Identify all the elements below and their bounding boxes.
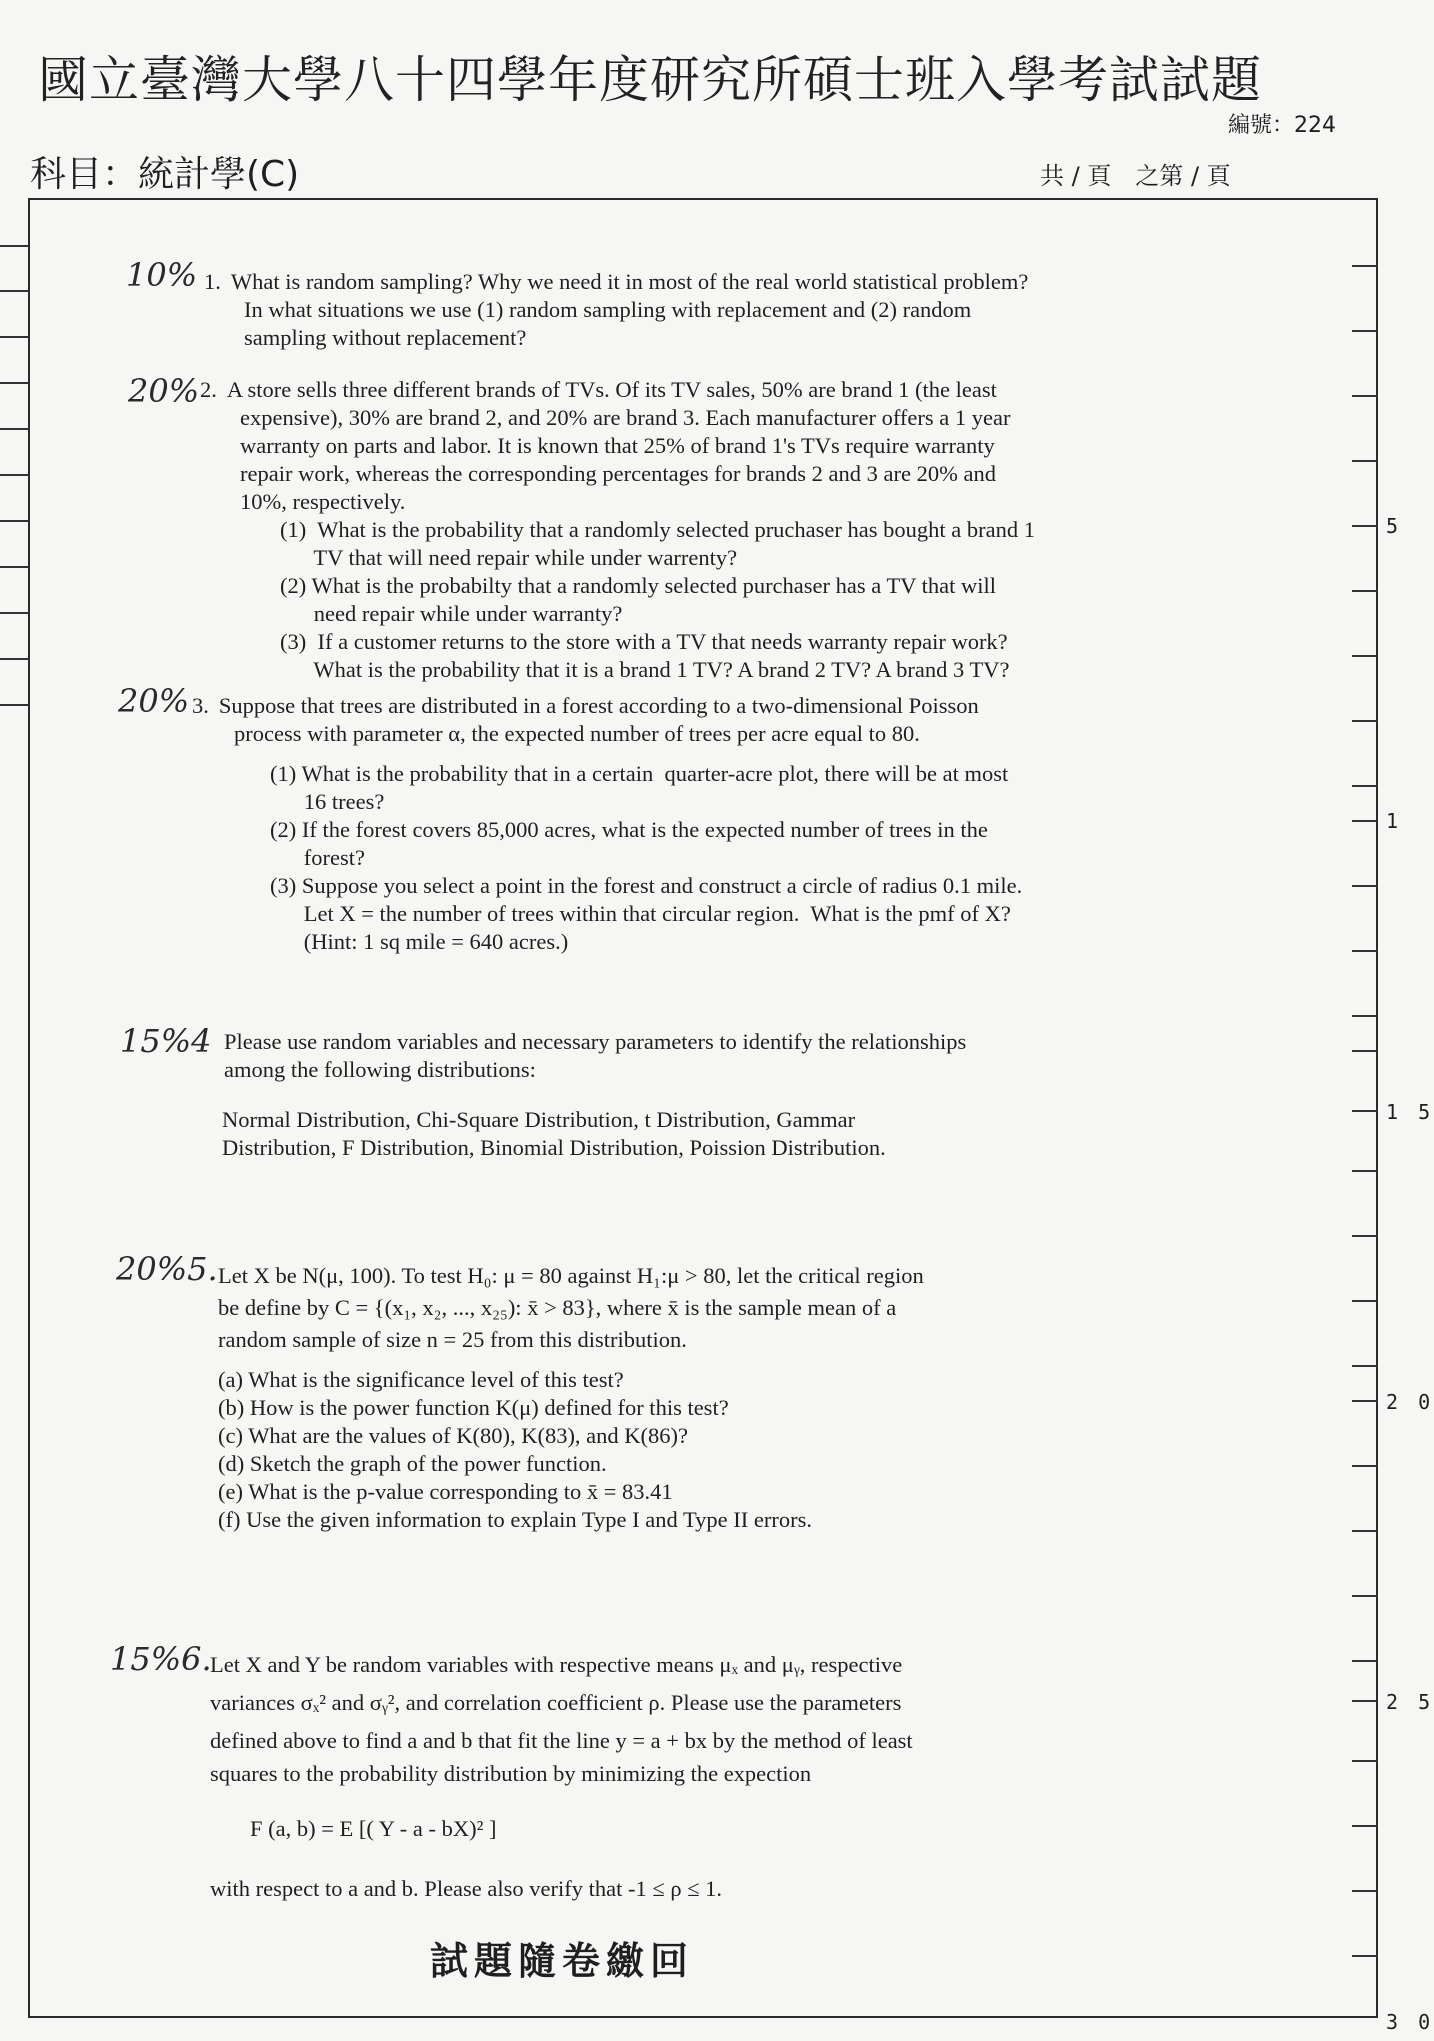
sub-question: (e) What is the p-value corresponding to x̄ = 83.41	[218, 1479, 673, 1504]
question-1	[204, 268, 1028, 352]
question-line: with respect to a and b. Please also verify that -1 ≤ ρ ≤ 1.	[210, 1876, 723, 1901]
question-number: 2.	[200, 377, 217, 402]
exam-code: 編號：224	[1228, 113, 1336, 138]
sub-question: (1) What is the probability that a randomly selected pruchaser has bought a brand 1	[280, 517, 1035, 542]
subject-label: 科目：統計學(C)	[30, 154, 300, 195]
distribution-list: Normal Distribution, Chi-Square Distribution, t Distribution, Gammar	[222, 1107, 856, 1132]
question-line: random sample of size n = 25 from this distribution.	[218, 1327, 687, 1352]
sub-question: (3) Suppose you select a point in the forest and construct a circle of radius 0.1 mile.	[270, 873, 1023, 898]
score-mark: 15%4	[120, 1022, 212, 1060]
distribution-list: Distribution, F Distribution, Binomial Distribution, Poission Distribution.	[222, 1135, 886, 1160]
question-4	[224, 1028, 966, 1162]
question-line: sampling without replacement?	[244, 325, 527, 350]
sub-question: Let X = the number of trees within that circular region. What is the pmf of X?	[270, 901, 1011, 926]
margin-number: 3 0	[1386, 2010, 1434, 2034]
score-mark: 10%	[126, 256, 198, 294]
least-squares-formula: F (a, b) = E [( Y - a - bX)² ]	[250, 1816, 497, 1841]
question-line: expensive), 30% are brand 2, and 20% are brand 3. Each manufacturer offers a 1 year	[240, 405, 1011, 430]
margin-number: 1	[1386, 809, 1403, 833]
score-mark: 20%	[128, 372, 200, 410]
question-number: 1.	[204, 269, 221, 294]
exam-title: 國立臺灣大學八十四學年度研究所碩士班入學考試試題	[38, 51, 1262, 109]
question-line: Let X and Y be random variables with respective means μₓ and μᵧ, respective	[210, 1652, 903, 1677]
question-line: Suppose that trees are distributed in a forest according to a two-dimensional Poisson	[218, 693, 979, 718]
question-line: squares to the probability distribution by minimizing the expection	[210, 1761, 812, 1786]
page-info: 共 / 頁 之第 ∕ 頁	[1040, 162, 1231, 190]
question-line: Let X be N(μ, 100). To test H₀: μ = 80 against H₁:μ > 80, let the critical region	[218, 1263, 924, 1288]
question-line: process with parameter α, the expected number of trees per acre equal to 80.	[234, 721, 920, 746]
question-line: repair work, whereas the corresponding percentages for brands 2 and 3 are 20% and	[240, 461, 996, 486]
question-line: Please use random variables and necessary parameters to identify the relationships	[224, 1029, 967, 1054]
question-line: warranty on parts and labor. It is known that 25% of brand 1's TVs require warranty	[240, 433, 995, 458]
sub-question: (b) How is the power function K(μ) defined for this test?	[218, 1395, 729, 1420]
score-mark: 15%6.	[110, 1640, 212, 1678]
sub-question: forest?	[270, 845, 365, 870]
sub-question: need repair while under warranty?	[280, 601, 623, 626]
question-line: In what situations we use (1) random sampling with replacement and (2) random	[244, 297, 972, 322]
sub-question: (2) What is the probabilty that a randomly selected purchaser has a TV that will	[280, 573, 997, 598]
question-line: 10%, respectively.	[240, 489, 406, 514]
sub-question: (a) What is the significance level of this test?	[218, 1367, 624, 1392]
sub-question: (d) Sketch the graph of the power function.	[218, 1451, 607, 1476]
margin-number: 5	[1386, 514, 1403, 538]
sub-question: TV that will need repair while under warrenty?	[280, 545, 738, 570]
sub-question: What is the probability that it is a brand 1 TV? A brand 2 TV? A brand 3 TV?	[280, 657, 1010, 682]
sub-question: (f) Use the given information to explain Type I and Type II errors.	[218, 1507, 812, 1532]
question-6	[210, 1646, 913, 1908]
question-number: 3.	[192, 693, 209, 718]
question-line: What is random sampling? Why we need it in most of the real world statistical problem?	[230, 269, 1029, 294]
sub-question: (1) What is the probability that in a certain quarter-acre plot, there will be at most	[270, 761, 1009, 786]
margin-number: 2 5	[1386, 1690, 1434, 1714]
question-line: be define by C = {(x₁, x₂, ..., x₂₅): x̄ > 83}, where x̄ is the sample mean of a	[218, 1295, 897, 1320]
question-line: A store sells three different brands of TVs. Of its TV sales, 50% are brand 1 (the least	[226, 377, 997, 402]
question-line: defined above to find a and b that fit the line y = a + bx by the method of least	[210, 1728, 913, 1753]
question-line: among the following distributions:	[224, 1057, 536, 1082]
question-3	[192, 692, 1022, 956]
margin-number: 2 0	[1386, 1390, 1434, 1414]
margin-number: 1 5	[1386, 1100, 1434, 1124]
score-mark: 20%	[118, 682, 190, 720]
sub-question: 16 trees?	[270, 789, 385, 814]
score-mark: 20%5.	[116, 1250, 218, 1288]
sub-question: (2) If the forest covers 85,000 acres, what is the expected number of trees in the	[270, 817, 988, 842]
question-5	[218, 1260, 924, 1534]
sub-question: (Hint: 1 sq mile = 640 acres.)	[270, 929, 569, 954]
sub-question: (c) What are the values of K(80), K(83), and K(86)?	[218, 1423, 689, 1448]
question-2	[200, 376, 1035, 684]
sub-question: (3) If a customer returns to the store with a TV that needs warranty repair work?	[280, 629, 1008, 654]
return-with-paper-note: 試題隨卷繳回	[430, 1939, 695, 1983]
question-line: variances σₓ² and σᵧ², and correlation coefficient ρ. Please use the parameters	[210, 1690, 902, 1715]
